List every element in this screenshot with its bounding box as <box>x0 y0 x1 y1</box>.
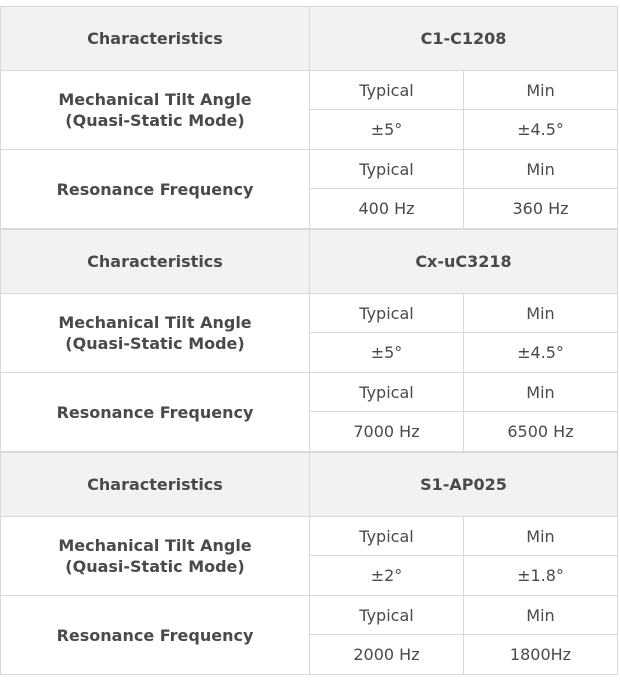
spec-table-s1-ap025 <box>0 452 618 675</box>
row-label-tilt-angle <box>1 294 310 373</box>
spec-table-c1-c1208 <box>0 6 618 229</box>
model-header: S1-AP025 <box>310 453 618 517</box>
min-col-header: Min <box>464 294 618 333</box>
row-label-line1: Mechanical Tilt Angle <box>58 313 252 332</box>
row-label-resonance-frequency: Resonance Frequency <box>1 373 310 452</box>
row-label-line2: (Quasi-Static Mode) <box>65 557 245 576</box>
min-col-header: Min <box>464 517 618 556</box>
typical-col-header: Typical <box>310 71 464 110</box>
min-value: ±4.5° <box>464 333 618 373</box>
min-col-header: Min <box>464 150 618 189</box>
characteristics-header: Characteristics <box>1 230 310 294</box>
typical-col-header: Typical <box>310 517 464 556</box>
typical-value: 2000 Hz <box>310 635 464 675</box>
table-row <box>1 517 618 556</box>
typical-col-header: Typical <box>310 150 464 189</box>
typical-value: ±5° <box>310 333 464 373</box>
table-header-row <box>1 453 618 517</box>
typical-col-header: Typical <box>310 596 464 635</box>
min-col-header: Min <box>464 71 618 110</box>
min-value: 1800Hz <box>464 635 618 675</box>
min-value: 360 Hz <box>464 189 618 229</box>
model-header: C1-C1208 <box>310 7 618 71</box>
model-header: Cx-uC3218 <box>310 230 618 294</box>
typical-col-header: Typical <box>310 373 464 412</box>
characteristics-header: Characteristics <box>1 453 310 517</box>
min-value: 6500 Hz <box>464 412 618 452</box>
typical-value: 400 Hz <box>310 189 464 229</box>
row-label-line2: (Quasi-Static Mode) <box>65 334 245 353</box>
typical-value: 7000 Hz <box>310 412 464 452</box>
typical-value: ±5° <box>310 110 464 150</box>
characteristics-header: Characteristics <box>1 7 310 71</box>
typical-col-header: Typical <box>310 294 464 333</box>
min-col-header: Min <box>464 596 618 635</box>
row-label-line2: (Quasi-Static Mode) <box>65 111 245 130</box>
row-label-line1: Mechanical Tilt Angle <box>58 90 252 109</box>
table-row <box>1 373 618 412</box>
row-label-tilt-angle <box>1 517 310 596</box>
table-row <box>1 150 618 189</box>
table-row <box>1 71 618 110</box>
spec-table-cx-uc3218 <box>0 229 618 452</box>
table-header-row <box>1 230 618 294</box>
row-label-line1: Mechanical Tilt Angle <box>58 536 252 555</box>
table-row <box>1 596 618 635</box>
row-label-tilt-angle <box>1 71 310 150</box>
table-row <box>1 294 618 333</box>
typical-value: ±2° <box>310 556 464 596</box>
min-col-header: Min <box>464 373 618 412</box>
row-label-resonance-frequency: Resonance Frequency <box>1 596 310 675</box>
row-label-resonance-frequency: Resonance Frequency <box>1 150 310 229</box>
table-header-row <box>1 7 618 71</box>
min-value: ±1.8° <box>464 556 618 596</box>
min-value: ±4.5° <box>464 110 618 150</box>
